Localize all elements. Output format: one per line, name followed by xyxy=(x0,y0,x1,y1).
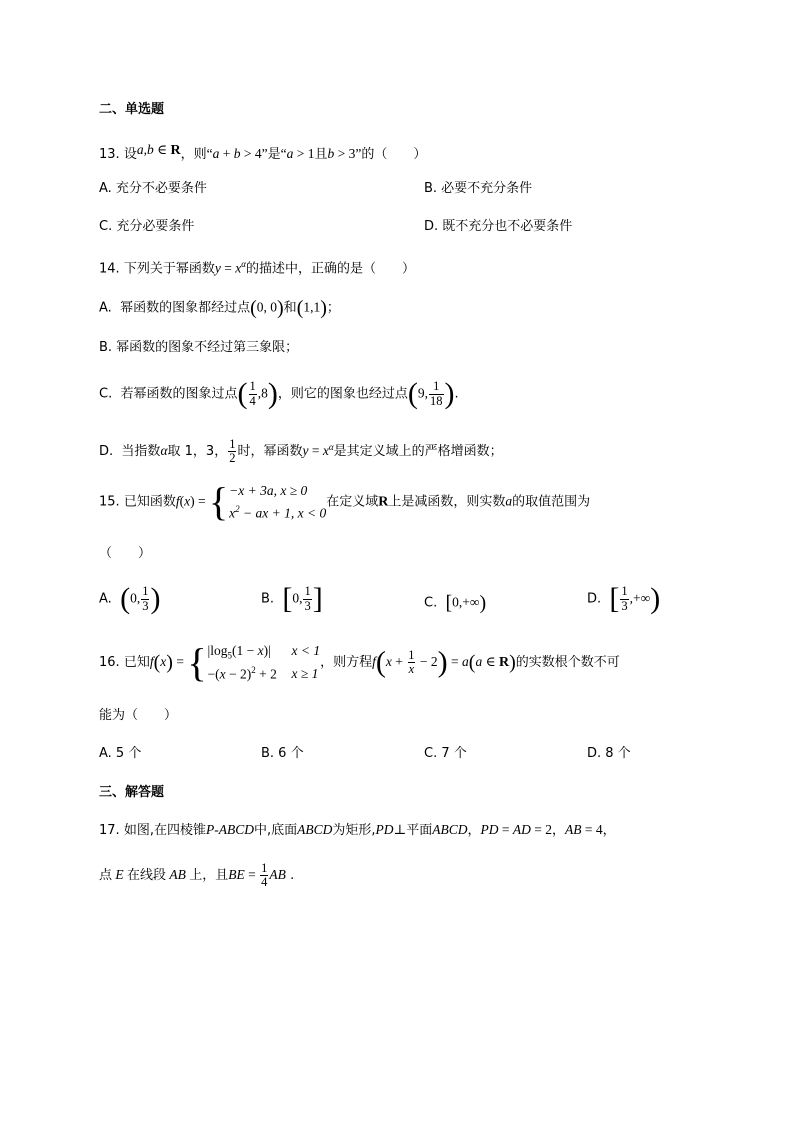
q15-option-b[interactable]: B. [0, $\frac{1}{3}$ ] xyxy=(261,582,323,615)
q13-option-a[interactable]: A. 充分不必要条件 xyxy=(99,181,207,196)
q15-option-a[interactable]: A. (0, $\frac{1}{3}$ ) xyxy=(99,582,161,615)
q14-option-c[interactable]: C. 若幂函数的图象过点( $\frac{1}{4}$ ,8)，则它的图象也经过点(9, $\frac{1}{18}$ ). xyxy=(99,377,459,410)
q16-option-d[interactable]: D. 8 个 xyxy=(587,746,631,761)
question-number: 13. xyxy=(99,147,120,162)
question-17-stem: 17. 如图,在四棱锥P-ABCD中,底面ABCD为矩形,PD⊥平面ABCD，PD = AD = 2，AB = 4， xyxy=(99,822,616,838)
question-number: 17. xyxy=(99,823,120,838)
q14-option-d[interactable]: D. 当指数α取 1，3， $\frac{1}{2}$ 时，幂函数$y = x^\alpha$是其定义域上的严格增函数； xyxy=(99,437,503,466)
question-number: 14. xyxy=(99,261,120,277)
question-number: 16. xyxy=(99,655,120,671)
q14-option-a[interactable]: A. 幂函数的图象都经过点(0, 0)和(1,1)； xyxy=(99,297,340,319)
q13-option-b[interactable]: B. 必要不充分条件 xyxy=(424,181,533,196)
question-15-stem: 15. 已知函数f(x) = { −x + 3a, x ≥ 0 $x^2$ − ax + 1, x < 0 在定义域R上是减函数，则实数a的取值范围为 xyxy=(99,478,591,524)
piecewise-function: { −x + 3a, x ≥ 0 $x^2$ − ax + 1, x < 0 xyxy=(208,478,327,524)
q15-option-d[interactable]: D. [ $\frac{1}{3}$ ,+∞) xyxy=(587,582,661,615)
q13-option-c[interactable]: C. 充分必要条件 xyxy=(99,219,195,234)
section-title-single-choice: 二、单选题 xyxy=(99,102,165,117)
question-17-stem-cont: 点 E 在线段 AB 上，且BE = $\frac{1}{4}$ AB . xyxy=(99,861,295,890)
question-13-stem: 13. 设a,b ∈ R，则“a + b > 4”是“a > 1且b > 3”的（ ） xyxy=(99,142,427,162)
section-title-answer: 三、解答题 xyxy=(99,785,165,800)
q15-option-c[interactable]: C. [0,+∞) xyxy=(424,592,487,614)
q16-stem-cont: 能为（ ） xyxy=(99,708,178,723)
piecewise-function: { $|\log_5(1 - x)|$ x < 1 $-(x - 2)^2 + 2$ x ≥ 1 xyxy=(187,639,321,685)
q13-option-d[interactable]: D. 既不充分也不必要条件 xyxy=(424,219,573,234)
q15-paren: （ ） xyxy=(99,546,152,561)
question-number: 15. xyxy=(99,494,120,510)
question-14-stem: 14. 下列关于幂函数$y = x^\alpha$的描述中，正确的是（ ） xyxy=(99,259,415,277)
q16-option-a[interactable]: A. 5 个 xyxy=(99,746,142,761)
q16-option-b[interactable]: B. 6 个 xyxy=(261,746,304,761)
question-16-stem: 16. 已知f(x) = { $|\log_5(1 - x)|$ x < 1 $-(x - 2)^2 + 2$ x ≥ 1 ，则方程f(x + $\frac{1}{x}$ − 2) = a(a ∈ R)的实数根个数不可 xyxy=(99,639,620,685)
q14-option-b[interactable]: B. 幂函数的图象不经过第三象限； xyxy=(99,340,299,355)
q16-option-c[interactable]: C. 7 个 xyxy=(424,746,467,761)
